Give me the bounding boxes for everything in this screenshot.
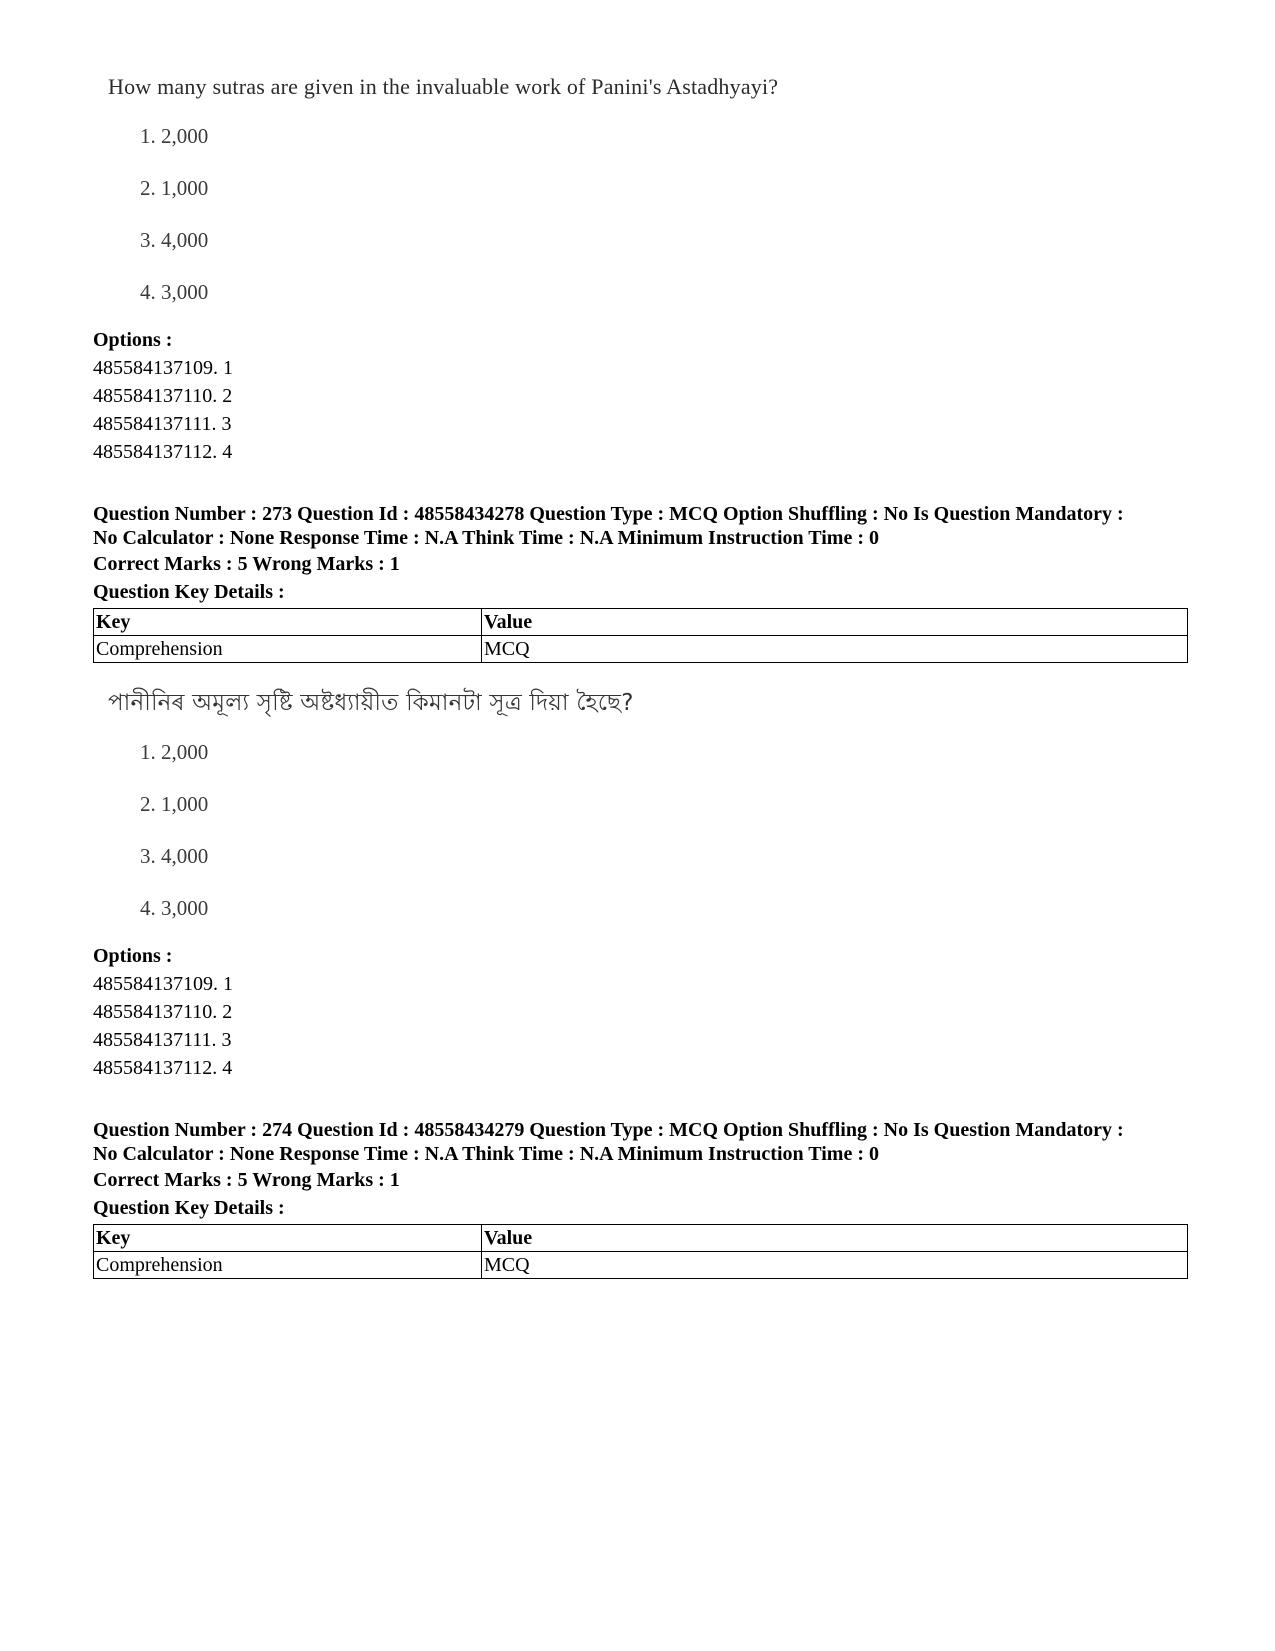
question-image-assamese	[108, 688, 868, 928]
table-header-value: Value	[482, 609, 1188, 636]
question-choice-4: 4. 3,000	[140, 280, 209, 304]
question-choice-2: 2. 1,000	[140, 176, 209, 200]
question-choice-3: 3. 4,000	[140, 228, 209, 252]
question-choice-2: 2. 1,000	[140, 792, 209, 816]
question-image-english	[108, 72, 868, 312]
question-choice-4: 4. 3,000	[140, 896, 209, 920]
question-choice-1: 1. 2,000	[140, 740, 209, 764]
table-cell-value: MCQ	[482, 636, 1188, 663]
table-row	[94, 636, 1188, 663]
option-row: 485584137111. 3	[93, 413, 232, 435]
table-cell-value: MCQ	[482, 1252, 1188, 1279]
table-header-key: Key	[94, 609, 482, 636]
table-cell-key: Comprehension	[94, 636, 482, 663]
table-row	[94, 1252, 1188, 1279]
question-meta	[93, 502, 1203, 550]
question-meta-line-1: Question Number : 274 Question Id : 48558434279 Question Type : MCQ Option Shuffling : No Is Question Mandatory :	[93, 1119, 1124, 1141]
option-row: 485584137110. 2	[93, 385, 233, 407]
question-choice-3: 3. 4,000	[140, 844, 209, 868]
key-details-label: Question Key Details :	[93, 1197, 285, 1219]
table-header-row	[94, 609, 1188, 636]
options-section	[93, 326, 1193, 466]
question-meta-line-1: Question Number : 273 Question Id : 48558434278 Question Type : MCQ Option Shuffling : No Is Question Mandatory :	[93, 503, 1124, 525]
question-meta	[93, 1118, 1203, 1166]
option-row: 485584137109. 1	[93, 973, 233, 995]
marks-line: Correct Marks : 5 Wrong Marks : 1	[93, 553, 400, 575]
question-meta-line-2: No Calculator : None Response Time : N.A Think Time : N.A Minimum Instruction Time : 0	[93, 1143, 879, 1165]
option-row: 485584137111. 3	[93, 1029, 232, 1051]
option-row: 485584137112. 4	[93, 441, 233, 463]
options-section	[93, 942, 1193, 1082]
question-choice-1: 1. 2,000	[140, 124, 209, 148]
question-meta-line-2: No Calculator : None Response Time : N.A Think Time : N.A Minimum Instruction Time : 0	[93, 527, 879, 549]
table-header-value: Value	[482, 1225, 1188, 1252]
question-text: How many sutras are given in the invaluable work of Panini's Astadhyayi?	[108, 74, 779, 99]
options-label: Options :	[93, 945, 173, 967]
option-row: 485584137112. 4	[93, 1057, 233, 1079]
table-cell-key: Comprehension	[94, 1252, 482, 1279]
option-row: 485584137110. 2	[93, 1001, 233, 1023]
table-header-key: Key	[94, 1225, 482, 1252]
table-header-row	[94, 1225, 1188, 1252]
key-details-table	[93, 1224, 1188, 1279]
option-row: 485584137109. 1	[93, 357, 233, 379]
options-label: Options :	[93, 329, 173, 351]
key-details-table	[93, 608, 1188, 663]
question-text: পানীনিৰ অমূল্য সৃষ্টি অষ্টধ্যায়ীত কিমানটা সূত্ৰ দিয়া হৈছে?	[108, 690, 634, 716]
marks-line: Correct Marks : 5 Wrong Marks : 1	[93, 1169, 400, 1191]
key-details-label: Question Key Details :	[93, 581, 285, 603]
